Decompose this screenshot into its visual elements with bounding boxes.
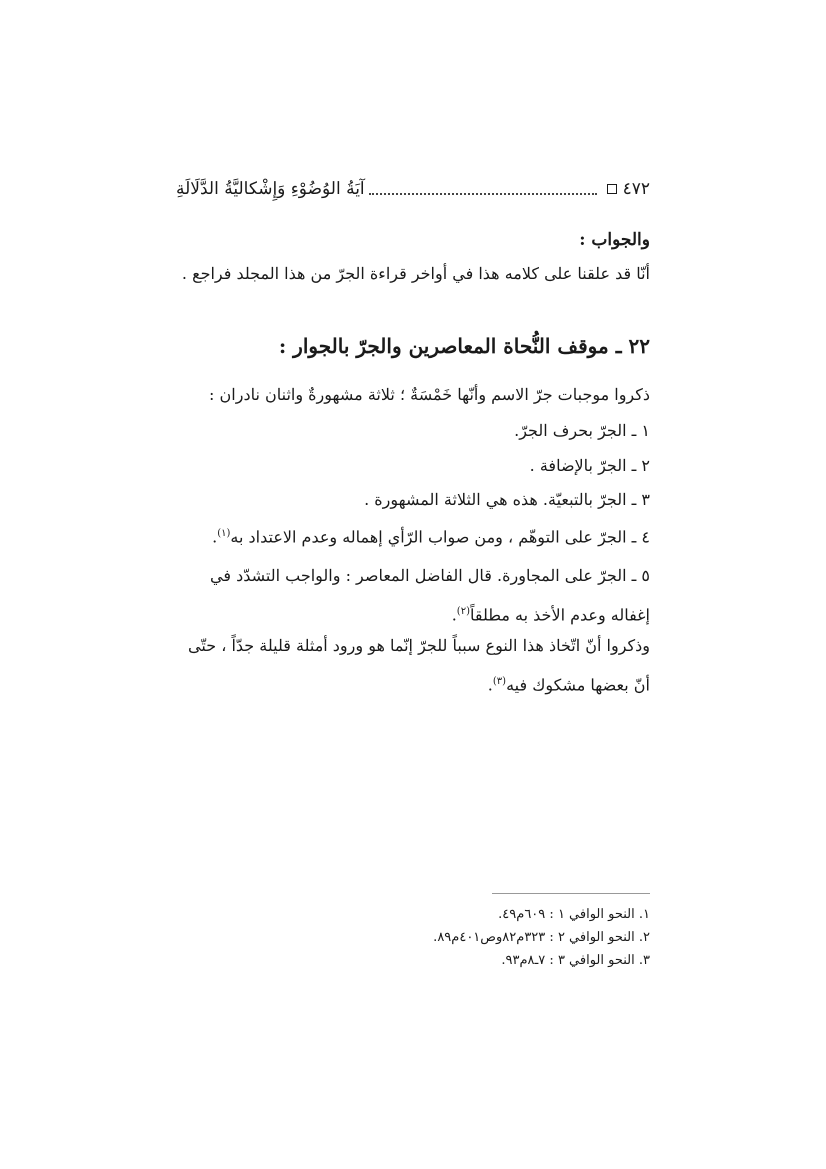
intro-paragraph: ذكروا موجبات جرّ الاسم وأنّها خَمْسَةٌ ؛ ثلاثة مشهورةٌ واثنان نادران : — [209, 385, 650, 404]
footnote-item: ١. النحو الوافي ١ : ٦٠٩م٤٩. — [498, 907, 650, 922]
footnote-item: ٣. النحو الوافي ٣ : ٧ـ٨م٩٣. — [501, 953, 650, 968]
list-item — [176, 558, 664, 633]
list-item-text: ٤ ـ الجرّ على التوهّم ، ومن صواب الرّأي إهماله وعدم الاعتداد به — [230, 527, 650, 547]
page-number: ٤٧٢ — [622, 179, 650, 199]
conclusion-end: . — [487, 675, 493, 695]
list-item: ٢ ـ الجرّ بالإضافة . — [529, 456, 650, 475]
conclusion-text: وذكروا أنّ اتّخاذ هذا النوع سبباً للجرّ إنّما هو ورود أمثلة قليلة جدّاً ، حتّى أنّ بعضها مشكوك فيه — [188, 636, 650, 695]
footnote-divider — [492, 893, 650, 894]
footnote-reference[interactable]: (٢) — [456, 606, 470, 617]
footnote-reference[interactable]: (٣) — [492, 676, 507, 687]
list-item-text: ٥ ـ الجرّ على المجاورة. قال الفاضل المعاصر : والواجب التشدّد في إغفاله وعدم الأخذ به مطلقاً — [210, 566, 650, 625]
square-ornament-icon — [607, 184, 617, 194]
list-item: ٣ ـ الجرّ بالتبعيّة. هذه هي الثلاثة المشهورة . — [364, 490, 650, 509]
list-item: ١ ـ الجرّ بحرف الجرّ. — [514, 421, 650, 440]
answer-paragraph: أنّا قد علقنا على كلامه هذا في أواخر قراءة الجرّ من هذا المجلد فراجع . — [181, 264, 650, 283]
footnote-item: ٢. النحو الوافي ٢ : ٣٢٣م٨٢وص٤٠١م٨٩. — [433, 930, 650, 945]
answer-heading: والجواب : — [579, 230, 650, 250]
footnotes — [176, 903, 650, 972]
list-item-end: . — [451, 605, 457, 625]
list-item — [176, 522, 664, 549]
footnote-reference[interactable]: (١) — [217, 528, 231, 539]
list-item-end: . — [212, 527, 218, 547]
section-heading: ٢٢ ـ موقف النُّحاة المعاصرين والجرّ بالجوار : — [278, 334, 650, 358]
conclusion-paragraph — [176, 628, 664, 703]
book-title: آيَةُ الوُضُوْءِ وَإِشْكاليَّةُ الدَّلَالَةِ — [176, 179, 365, 199]
running-header — [176, 176, 650, 202]
dotted-leader — [369, 193, 597, 195]
